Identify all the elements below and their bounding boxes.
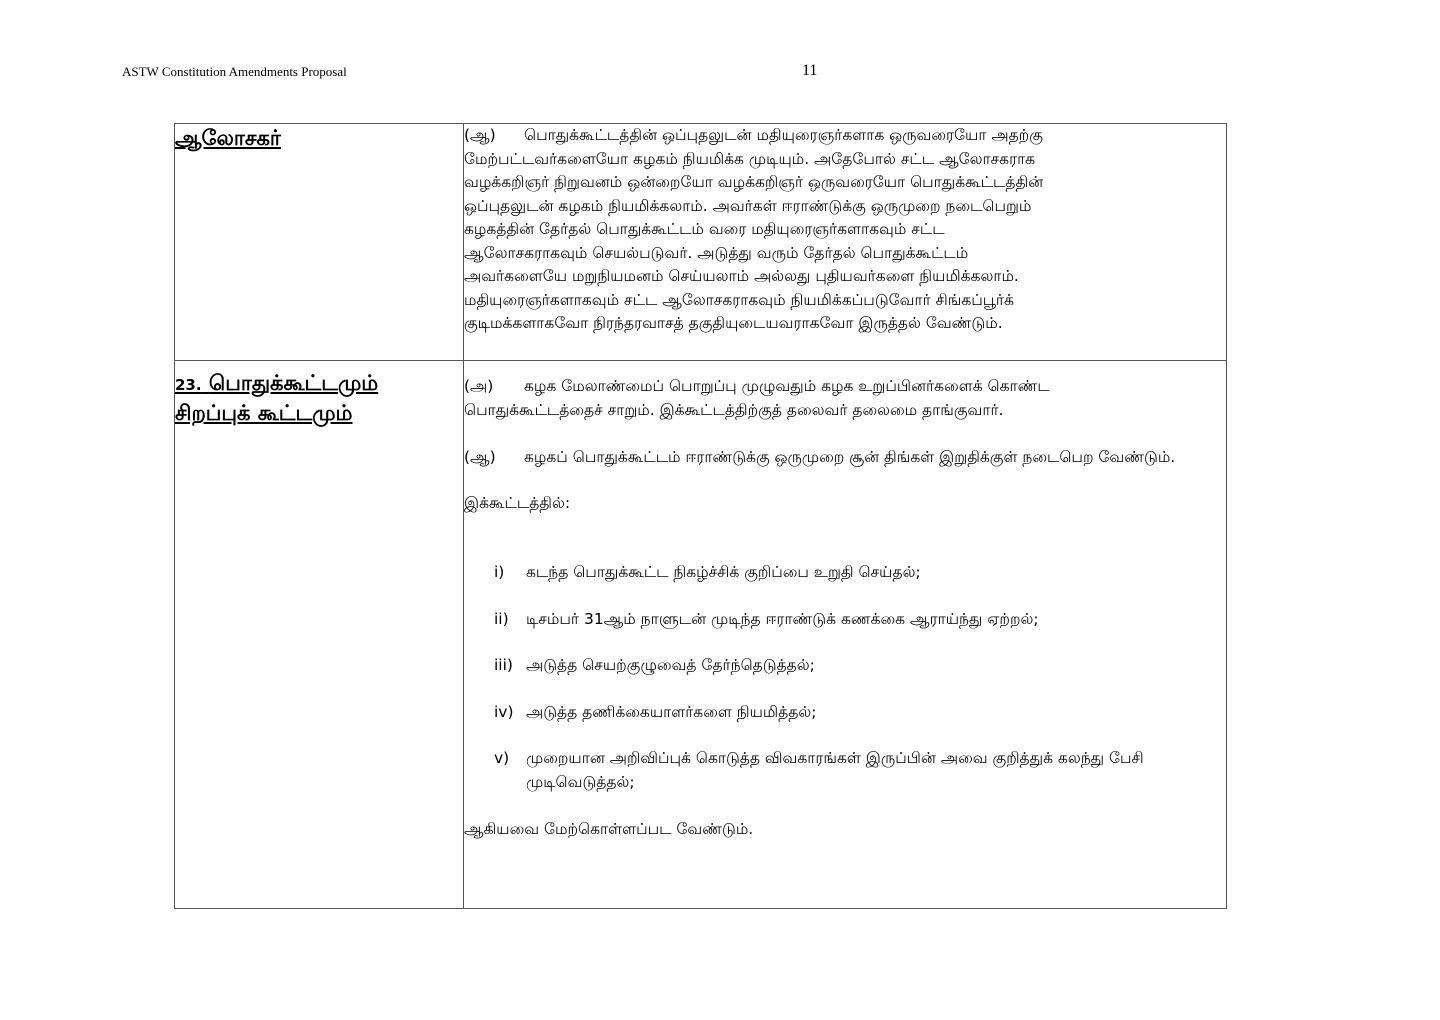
table-row-section-23 [175, 361, 1227, 909]
list-item-text: அடுத்த செயற்குழுவைத் தேர்ந்தெடுத்தல்; [526, 656, 815, 674]
list-item [494, 701, 1226, 725]
advisor-text-cell [464, 124, 1227, 361]
para-b-text: கழகப் பொதுக்கூட்டம் ஈராண்டுக்கு ஒருமுறை சூன் திங்கள் இறுதிக்குள் நடைபெற வேண்டும். [524, 448, 1176, 466]
advisor-line: மேற்பட்டவர்களையோ கழகம் நியமிக்க முடியும். அதேபோல் சட்ட ஆலோசகராக [464, 149, 1036, 168]
agenda-list [464, 561, 1226, 794]
advisor-line: குடிமக்களாகவோ நிரந்தரவாசத் தகுதியுடையவராகவோ இருத்தல் வேண்டும். [464, 314, 1003, 332]
page-header [0, 62, 1440, 86]
advisor-line: ஒப்புதலுடன் கழகம் நியமிக்கலாம். அவர்கள் ஈராண்டுக்கு ஒருமுறை நடைபெறும் [464, 196, 1032, 215]
para-a-label: (அ) [464, 377, 494, 395]
meeting-intro: இக்கூட்டத்தில்: [464, 493, 571, 512]
advisor-line [464, 124, 1226, 148]
list-marker: ii) [494, 609, 509, 628]
advisor-line: கழகத்தின் தேர்தல் பொதுக்கூட்டம் வரை மதியுரைஞர்களாகவும் சட்ட [464, 220, 945, 238]
list-item [494, 654, 1226, 678]
list-marker: iii) [494, 656, 513, 674]
page-number: 11 [802, 62, 818, 79]
list-item [494, 608, 1226, 632]
advisor-line: அவர்களையே மறுநியமனம் செய்யலாம் அல்லது புதியவர்களை நியமிக்கலாம். [464, 267, 1019, 285]
advisor-line-text: பொதுக்கூட்டத்தின் ஒப்புதலுடன் மதியுரைஞர்களாக ஒருவரையோ அதற்கு [524, 126, 1043, 144]
para-a-text: கழக மேலாண்மைப் பொறுப்பு முழுவதும் கழக உறுப்பினர்களைக் கொண்ட [524, 377, 1050, 395]
section-23-heading [175, 369, 463, 399]
advisor-line: ஆலோசகராகவும் செயல்படுவர். அடுத்து வரும் தேர்தல் பொதுக்கூட்டம் [464, 243, 969, 262]
list-item-text: முறையான அறிவிப்புக் கொடுத்த விவகாரங்கள் இருப்பின் அவை குறித்துக் கலந்து பேசி முடிவெடுத்தல்; [526, 749, 1144, 791]
advisor-para-label: (ஆ) [464, 126, 496, 144]
section-23-text-cell [464, 361, 1227, 909]
section-number: 23. [175, 376, 202, 394]
advisor-line: வழக்கறிஞர் நிறுவனம் ஒன்றையோ வழக்கறிஞர் ஒருவரையோ பொதுக்கூட்டத்தின் [464, 173, 1044, 191]
advisor-line: மதியுரைஞர்களாகவும் சட்ட ஆலோசகராகவும் நியமிக்கப்படுவோர் சிங்கப்பூர்க் [464, 290, 1014, 309]
list-item-text: கடந்த பொதுக்கூட்ட நிகழ்ச்சிக் குறிப்பை உறுதி செய்தல்; [526, 563, 921, 581]
section-23-heading-line1: பொதுக்கூட்டமும் [208, 371, 379, 395]
list-item [494, 747, 1226, 794]
list-item [494, 561, 1226, 585]
para-a-line2: பொதுக்கூட்டத்தைச் சாறும். இக்கூட்டத்திற்குத் தலைவர் தலைமை தாங்குவார். [464, 400, 1004, 419]
para-a-line1 [464, 375, 1226, 399]
list-marker: v) [494, 749, 510, 767]
document-title: ASTW Constitution Amendments Proposal [122, 64, 347, 79]
section-23-heading-cell [175, 361, 464, 909]
list-item-text: அடுத்த தணிக்கையாளர்களை நியமித்தல்; [526, 702, 817, 721]
para-b-label: (ஆ) [464, 448, 496, 466]
list-item-text: டிசம்பர் 31ஆம் நாளுடன் முடிந்த ஈராண்டுக் கணக்கை ஆராய்ந்து ஏற்றல்; [526, 609, 1039, 628]
constitution-table [174, 123, 1227, 909]
closing-text: ஆகியவை மேற்கொள்ளப்பட வேண்டும். [464, 820, 754, 838]
advisor-heading-cell [175, 124, 464, 361]
para-b [464, 446, 1226, 470]
table-row-advisor [175, 124, 1227, 361]
advisor-heading: ஆலோசகர் [175, 126, 281, 150]
section-23-heading-line2: சிறப்புக் கூட்டமும் [175, 401, 353, 425]
list-marker: i) [494, 563, 505, 581]
list-marker: iv) [494, 702, 514, 721]
